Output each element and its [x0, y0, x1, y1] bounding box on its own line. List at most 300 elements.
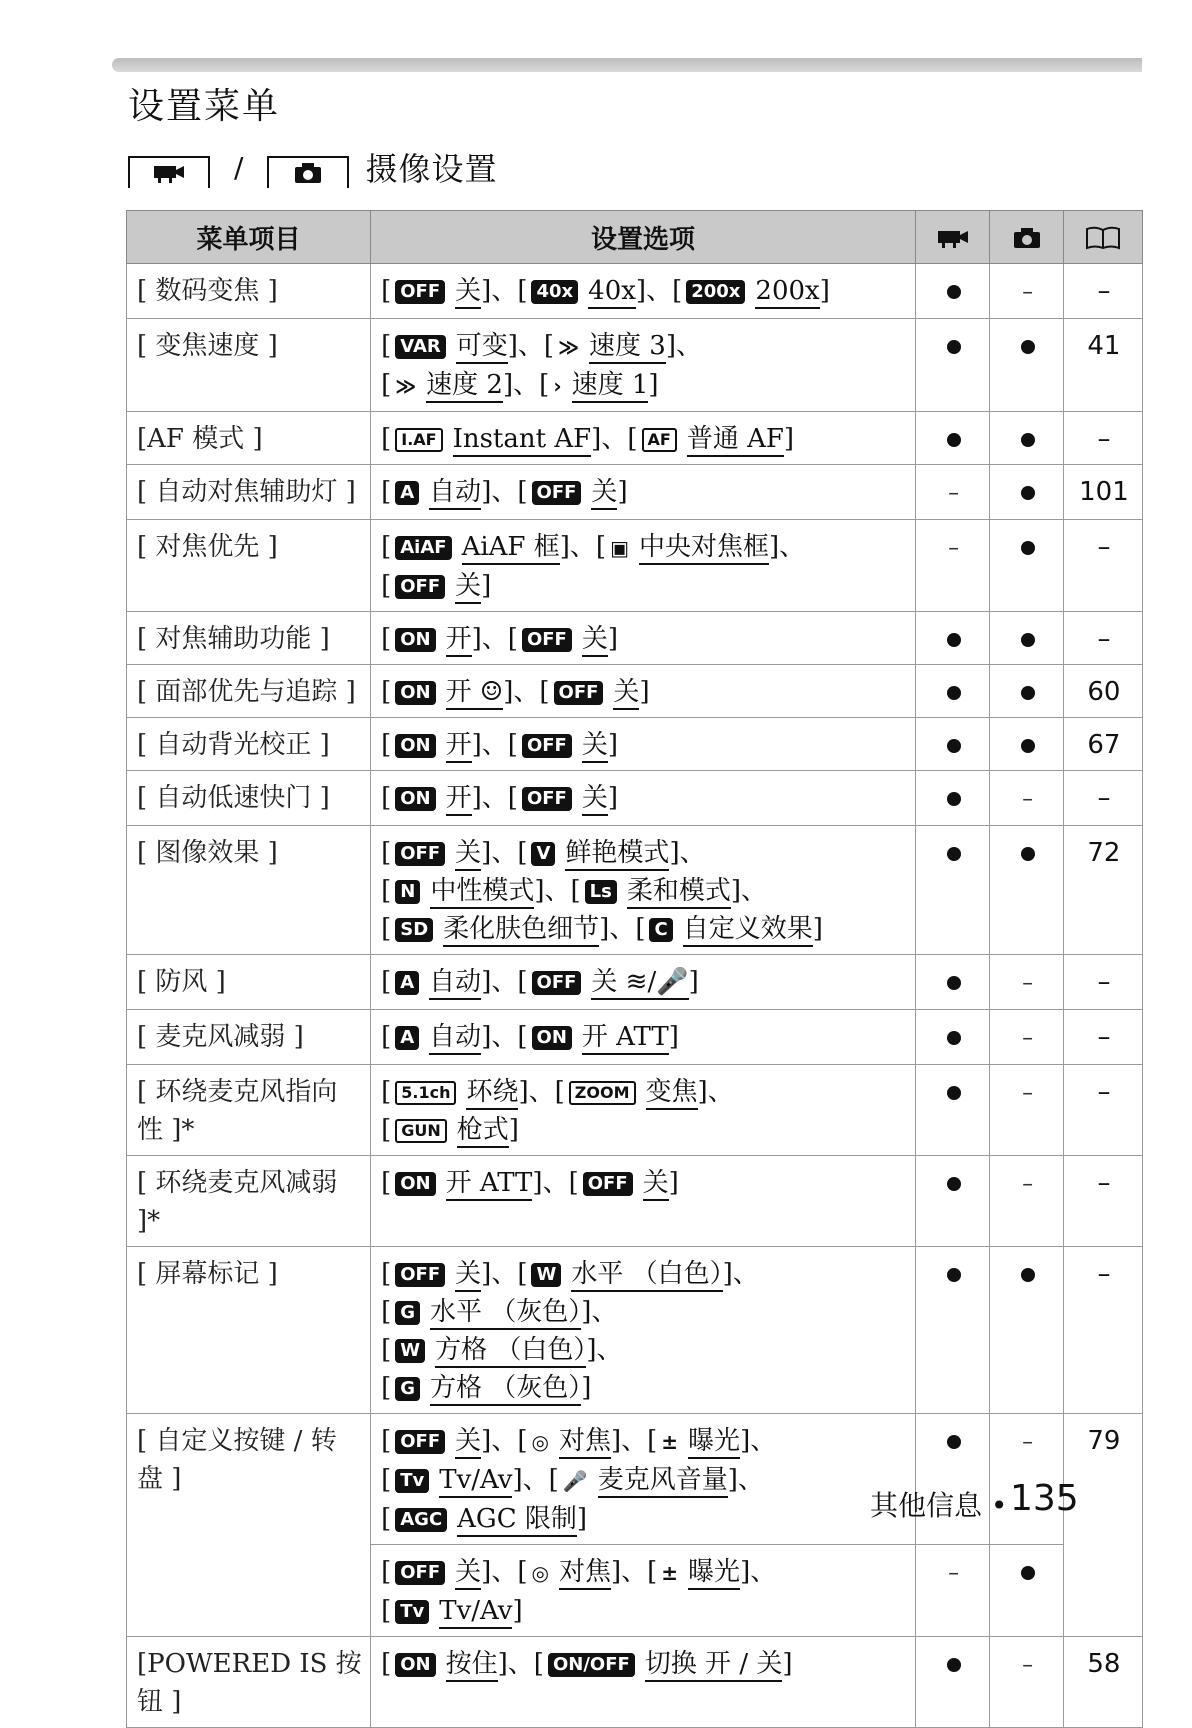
option-icon: G [395, 1377, 420, 1401]
bullet-dot [947, 792, 961, 806]
photo-mark [990, 826, 1064, 955]
option-line [381, 567, 907, 605]
option-line: [ ≫ 速度 2]、[ › 速度 1] [381, 366, 907, 405]
video-mode-icon [916, 211, 990, 264]
option-label: 方格 （灰色） [430, 1373, 581, 1406]
photo-mark [990, 665, 1064, 718]
option-entry: [ Tv Tv/Av] [381, 1465, 523, 1495]
video-mark [916, 412, 990, 465]
menu-item: [ 防风 ] [127, 955, 371, 1010]
option-entry: [ ZOOM 变焦] [555, 1077, 708, 1107]
option-icon: A [395, 481, 419, 505]
option-icon: VAR [395, 335, 446, 359]
bullet-dot [947, 1031, 961, 1045]
option-icon: OFF [395, 280, 445, 304]
option-label: 开 ATT [446, 1168, 533, 1201]
option-entry: [ ▣ 中央对焦框] [596, 532, 779, 562]
option-line: [ W 方格 （白色）]、 [381, 1331, 907, 1369]
option-icon: OFF [522, 787, 572, 811]
reference-page: – [1063, 1247, 1142, 1414]
bullet-dot [947, 633, 961, 647]
menu-item: [ 变焦速度 ] [127, 319, 371, 412]
reference-page: 60 [1063, 665, 1142, 718]
table-row [127, 1010, 1143, 1065]
option-icon: ± [661, 1430, 679, 1454]
option-entry: [ ON 开] [381, 624, 482, 654]
bullet-dot [947, 847, 961, 861]
option-label: 自定义效果 [683, 914, 813, 947]
option-entry: [ ON 开 ATT] [517, 1022, 678, 1052]
option-icon: ▣ [610, 536, 629, 560]
video-mark [916, 1010, 990, 1065]
photo-mark [990, 612, 1064, 665]
dash: – [948, 481, 960, 506]
footer-section [870, 1484, 1007, 1524]
dash: – [1022, 1026, 1034, 1051]
option-icon: OFF [522, 628, 572, 652]
reference-page: – [1063, 264, 1142, 319]
option-icon: AGC [395, 1508, 447, 1532]
photo-mode-icon [990, 211, 1064, 264]
bullet-dot [1021, 486, 1035, 500]
menu-item: [ 环绕麦克风指向性 ]* [127, 1065, 371, 1156]
option-label: 自动 [429, 1022, 481, 1055]
menu-item: [ 面部优先与追踪 ] [127, 665, 371, 718]
menu-item: [ 对焦辅助功能 ] [127, 612, 371, 665]
option-icon: Ls [585, 880, 617, 904]
option-label: 水平 （灰色） [430, 1297, 581, 1330]
setting-options [371, 465, 916, 520]
menu-item: [POWERED IS 按钮 ] [127, 1637, 371, 1728]
option-entry: [ OFF 关] [508, 783, 618, 813]
video-mark [916, 718, 990, 771]
option-entry: [ ON 开 ATT] [381, 1168, 542, 1198]
option-label: 关 [455, 571, 481, 604]
reference-page: – [1063, 412, 1142, 465]
option-entry: [ OFF 关] [381, 1426, 491, 1456]
option-label: 切换 开 / 关 [645, 1649, 783, 1682]
option-line: [ ON 开 ATT]、[ OFF 关] [381, 1164, 907, 1202]
dash: – [948, 536, 960, 561]
table-row [127, 826, 1143, 955]
option-entry: [ I.AF Instant AF] [381, 424, 601, 454]
option-line: [ AiAF AiAF 框]、[ ▣ 中央对焦框]、 [381, 528, 907, 567]
option-line [381, 1592, 907, 1630]
option-icon: OFF [395, 1561, 445, 1585]
option-icon: 200x [686, 280, 745, 304]
option-label: AGC 限制 [457, 1504, 577, 1537]
setting-options [371, 412, 916, 465]
option-label: 中性模式 [430, 876, 534, 909]
option-label: 开 [446, 624, 472, 657]
setting-options [371, 1545, 916, 1637]
option-icon: OFF [395, 842, 445, 866]
option-line: [ ON 按住]、[ ON/OFF 切换 开 / 关] [381, 1645, 907, 1683]
video-mark [916, 665, 990, 718]
setting-options [371, 955, 916, 1010]
option-label: 关 [455, 276, 481, 309]
option-entry: [ A 自动] [381, 1022, 491, 1052]
book-icon [1063, 211, 1142, 264]
option-label: 枪式 [457, 1115, 509, 1148]
reference-page: – [1063, 612, 1142, 665]
option-label: 对焦 [559, 1557, 611, 1590]
menu-item: [ 自动对焦辅助灯 ] [127, 465, 371, 520]
option-line: [ ON 开]、[ OFF 关] [381, 620, 907, 658]
bullet-dot [1021, 739, 1035, 753]
option-icon: ON [395, 628, 435, 652]
video-mark [916, 465, 990, 520]
option-icon: AF [642, 428, 677, 452]
option-icon: › [553, 374, 562, 398]
reference-page: – [1063, 1010, 1142, 1065]
bullet-dot [947, 686, 961, 700]
video-mark [916, 319, 990, 412]
separator: / [234, 150, 244, 184]
menu-item: [ 麦克风减弱 ] [127, 1010, 371, 1065]
table-row [127, 1247, 1143, 1414]
option-label: 关 [582, 730, 608, 763]
photo-mark [990, 955, 1064, 1010]
option-icon: ± [661, 1561, 679, 1585]
option-label: 环绕 [466, 1077, 518, 1110]
option-line: [ ON 开 ☺]、[ OFF 关] [381, 673, 907, 711]
option-entry: [ W 水平 （白色）] [517, 1259, 732, 1289]
setting-options [371, 264, 916, 319]
option-label: 关 [591, 477, 617, 510]
option-line: [ A 自动]、[ OFF 关] [381, 473, 907, 511]
option-icon: Tv [395, 1600, 429, 1624]
option-entry: [ OFF 关] [381, 838, 491, 868]
menu-item: [ 图像效果 ] [127, 826, 371, 955]
option-icon: A [395, 1026, 419, 1050]
photo-mark [990, 771, 1064, 826]
setting-options [371, 520, 916, 612]
option-line: [ VAR 可变]、[ ≫ 速度 3]、 [381, 327, 907, 366]
bullet-dot [947, 340, 961, 354]
bullet-dot [1021, 847, 1035, 861]
option-icon: GUN [395, 1119, 447, 1143]
option-label: 开 ATT [582, 1022, 669, 1055]
table-row [127, 1156, 1143, 1247]
option-label: 柔化肤色细节 [443, 914, 599, 947]
header-bar [112, 58, 1142, 72]
option-entry: [ 5.1ch 环绕] [381, 1077, 529, 1107]
photo-mark [990, 412, 1064, 465]
photo-mark [990, 520, 1064, 612]
table-row [127, 1637, 1143, 1728]
option-entry: [ ON 按住] [381, 1649, 508, 1679]
table-row [127, 1065, 1143, 1156]
option-entry: [ G 水平 （灰色）] [381, 1297, 591, 1327]
option-icon: SD [395, 918, 433, 942]
option-icon: ≫ [395, 374, 417, 398]
menu-item: [AF 模式 ] [127, 412, 371, 465]
footer-section-label: 其他信息 [870, 1489, 983, 1522]
option-icon: G [395, 1301, 420, 1325]
option-icon: N [395, 880, 420, 904]
reference-page: – [1063, 1065, 1142, 1156]
option-line: [ A 自动]、[ ON 开 ATT] [381, 1018, 907, 1056]
table-row [127, 264, 1143, 319]
table-row [127, 955, 1143, 1010]
option-icon: ◎ [531, 1561, 549, 1585]
option-label: 开 [446, 783, 472, 816]
menu-item: [ 屏幕标记 ] [127, 1247, 371, 1414]
option-icon: ZOOM [569, 1081, 636, 1105]
option-icon: OFF [395, 575, 445, 599]
video-mark [916, 955, 990, 1010]
menu-item: [ 环绕麦克风减弱 ]* [127, 1156, 371, 1247]
reference-page: – [1063, 1156, 1142, 1247]
option-entry: [ 🎤 麦克风音量] [549, 1465, 738, 1495]
option-icon: OFF [522, 734, 572, 758]
option-icon: AiAF [395, 536, 451, 560]
option-label: 开 [446, 730, 472, 763]
bullet-dot [1021, 1566, 1035, 1580]
photo-mode-icon [267, 156, 349, 188]
option-icon: ON [395, 1172, 435, 1196]
option-icon: ON [395, 681, 435, 705]
option-entry: [ ≫ 速度 2] [381, 370, 513, 400]
option-line: [ OFF 关]、[ ◎ 对焦]、[ ± 曝光]、 [381, 1422, 907, 1461]
setting-options [371, 1247, 916, 1414]
subheading-text: 摄像设置 [365, 150, 498, 188]
reference-page: – [1063, 520, 1142, 612]
option-entry: [ ON/OFF 切换 开 / 关] [534, 1649, 793, 1679]
bullet-dot [947, 1658, 961, 1672]
bullet-dot [947, 1268, 961, 1282]
option-entry: [ GUN 枪式] [381, 1115, 519, 1145]
footer-bullet: • [990, 1489, 1008, 1522]
option-icon: OFF [395, 1263, 445, 1287]
option-entry: [ ± 曝光] [647, 1557, 750, 1587]
option-entry: [ ◎ 对焦] [517, 1426, 621, 1456]
dash: – [1022, 971, 1034, 996]
setting-options [371, 1156, 916, 1247]
option-entry: [ G 方格 （灰色）] [381, 1373, 591, 1403]
option-label: 速度 3 [589, 331, 666, 364]
subheading [128, 145, 497, 189]
video-mark [916, 771, 990, 826]
bullet-dot [947, 285, 961, 299]
option-line: [ N 中性模式]、[ Ls 柔和模式]、 [381, 872, 907, 910]
option-entry: [ ± 曝光] [647, 1426, 750, 1456]
table-row [127, 520, 1143, 612]
option-label: 40x [588, 276, 636, 309]
video-mark [916, 1156, 990, 1247]
option-entry: [ W 方格 （白色）] [381, 1335, 596, 1365]
option-label: 关 [613, 677, 639, 710]
option-entry: [ OFF 关] [517, 477, 627, 507]
video-mark [916, 520, 990, 612]
option-icon: ON/OFF [548, 1653, 635, 1677]
option-entry: [ C 自定义效果] [635, 914, 823, 944]
menu-item: [ 对焦优先 ] [127, 520, 371, 612]
option-label: 关 [582, 624, 608, 657]
table-row [127, 718, 1143, 771]
option-icon: V [531, 842, 555, 866]
option-label: 对焦 [559, 1426, 611, 1459]
setting-options [371, 1065, 916, 1156]
bullet-dot [947, 1435, 961, 1449]
option-entry: [ OFF 关] [508, 730, 618, 760]
option-label: 麦克风音量 [598, 1465, 728, 1498]
option-line: [ A 自动]、[ OFF 关 ≋/🎤] [381, 963, 907, 1001]
option-entry: [ OFF 关] [539, 677, 649, 707]
option-entry: [ ON 开] [381, 783, 482, 813]
option-icon: 5.1ch [395, 1081, 456, 1105]
photo-mark [990, 1065, 1064, 1156]
bullet-dot [947, 1177, 961, 1191]
option-label: 速度 1 [572, 370, 649, 403]
option-label: 柔和模式 [627, 876, 731, 909]
photo-mark [990, 1545, 1064, 1637]
option-entry: [ ≫ 速度 3] [544, 331, 676, 361]
option-line [381, 1369, 907, 1407]
option-label: 中央对焦框 [639, 532, 769, 565]
photo-mark [990, 319, 1064, 412]
option-line [381, 1500, 907, 1538]
setting-options [371, 826, 916, 955]
option-line: [ ON 开]、[ OFF 关] [381, 779, 907, 817]
setting-options [371, 1637, 916, 1728]
option-entry: [ A 自动] [381, 477, 491, 507]
option-entry: [ V 鲜艳模式] [517, 838, 679, 868]
option-label: 方格 （白色） [435, 1335, 586, 1368]
option-entry: [ › 速度 1] [539, 370, 658, 400]
option-label: 关 [455, 838, 481, 871]
option-icon: W [395, 1339, 425, 1363]
option-entry: [ AGC AGC 限制] [381, 1504, 587, 1534]
bullet-dot [1021, 686, 1035, 700]
option-line: [ OFF 关]、[ ◎ 对焦]、[ ± 曝光]、 [381, 1553, 907, 1592]
bullet-dot [947, 976, 961, 990]
option-entry: [ Tv Tv/Av] [381, 1596, 523, 1626]
option-entry: [ OFF 关] [508, 624, 618, 654]
option-entry: [ AiAF AiAF 框] [381, 532, 570, 562]
option-icon: ON [395, 734, 435, 758]
option-label: 开 ☺ [446, 677, 504, 710]
option-label: 曝光 [688, 1557, 740, 1590]
option-entry: [ OFF 关 ≋/🎤] [517, 967, 698, 997]
photo-mark [990, 264, 1064, 319]
menu-item: [ 自动背光校正 ] [127, 718, 371, 771]
option-line: [ ON 开]、[ OFF 关] [381, 726, 907, 764]
table-row [127, 612, 1143, 665]
option-label: 关 [455, 1259, 481, 1292]
option-icon: A [395, 971, 419, 995]
option-icon: C [649, 918, 672, 942]
option-label: 自动 [429, 967, 481, 1000]
option-icon: OFF [532, 971, 582, 995]
dash: – [1022, 1172, 1034, 1197]
option-icon: OFF [395, 1430, 445, 1454]
video-mark [916, 1247, 990, 1414]
option-icon: W [531, 1263, 561, 1287]
option-label: 关 [643, 1168, 669, 1201]
option-label: 按住 [446, 1649, 498, 1682]
option-entry: [ 200x 200x] [672, 276, 830, 306]
option-line: [ 5.1ch 环绕]、[ ZOOM 变焦]、 [381, 1073, 907, 1111]
option-icon: Tv [395, 1469, 429, 1493]
option-label: 变焦 [646, 1077, 698, 1110]
option-entry: [ VAR 可变] [381, 331, 518, 361]
menu-item: [ 自动低速快门 ] [127, 771, 371, 826]
option-label: 关 [582, 783, 608, 816]
photo-mark [990, 1637, 1064, 1728]
table-row [127, 319, 1143, 412]
dash: – [948, 1561, 960, 1586]
option-line: [ OFF 关]、[ W 水平 （白色）]、 [381, 1255, 907, 1293]
dash: – [1022, 280, 1034, 305]
video-mark [916, 1414, 990, 1545]
photo-mark [990, 465, 1064, 520]
video-mark [916, 264, 990, 319]
dash: – [1022, 1430, 1034, 1455]
setting-options [371, 319, 916, 412]
option-label: 自动 [429, 477, 481, 510]
page-title: 设置菜单 [128, 86, 281, 127]
header-options: 设置选项 [371, 211, 916, 264]
reference-page: 101 [1063, 465, 1142, 520]
option-line [381, 1111, 907, 1149]
table-row [127, 1414, 1143, 1545]
setting-options [371, 1010, 916, 1065]
setting-options [371, 718, 916, 771]
page-number: 135 [1010, 1478, 1079, 1519]
option-entry: [ OFF 关] [381, 1557, 491, 1587]
option-icon: ≫ [558, 335, 580, 359]
option-line: [ OFF 关]、[ V 鲜艳模式]、 [381, 834, 907, 872]
setting-options [371, 771, 916, 826]
option-entry: [ AF 普通 AF] [627, 424, 794, 454]
option-entry: [ A 自动] [381, 967, 491, 997]
option-icon: OFF [583, 1172, 633, 1196]
reference-page: 72 [1063, 826, 1142, 955]
bullet-dot [1021, 633, 1035, 647]
option-label: 关 [455, 1557, 481, 1590]
menu-item: [ 数码变焦 ] [127, 264, 371, 319]
option-entry: [ OFF 关] [381, 571, 491, 601]
menu-item: [ 自定义按键 / 转盘 ] [127, 1414, 371, 1637]
table-row [127, 465, 1143, 520]
option-line: [ Tv Tv/Av]、[ 🎤 麦克风音量]、 [381, 1461, 907, 1500]
photo-mark [990, 1156, 1064, 1247]
option-icon: OFF [532, 481, 582, 505]
table-row [127, 665, 1143, 718]
option-entry: [ N 中性模式] [381, 876, 544, 906]
option-entry: [ Ls 柔和模式] [571, 876, 742, 906]
option-label: 关 [455, 1426, 481, 1459]
option-entry: [ OFF 关] [381, 276, 491, 306]
option-entry: [ ◎ 对焦] [517, 1557, 621, 1587]
option-entry: [ OFF 关] [381, 1259, 491, 1289]
table-row [127, 412, 1143, 465]
video-mark [916, 1637, 990, 1728]
option-label: 普通 AF [687, 424, 784, 457]
option-label: 水平 （白色） [571, 1259, 722, 1292]
option-line: [ OFF 关]、[ 40x 40x]、[ 200x 200x] [381, 272, 907, 310]
dash: – [1022, 1081, 1034, 1106]
option-label: Instant AF [453, 424, 592, 457]
option-icon: I.AF [395, 428, 442, 452]
option-icon: ON [395, 1653, 435, 1677]
option-label: 速度 2 [426, 370, 503, 403]
reference-page: 67 [1063, 718, 1142, 771]
setting-options [371, 1414, 916, 1545]
video-mark [916, 1065, 990, 1156]
